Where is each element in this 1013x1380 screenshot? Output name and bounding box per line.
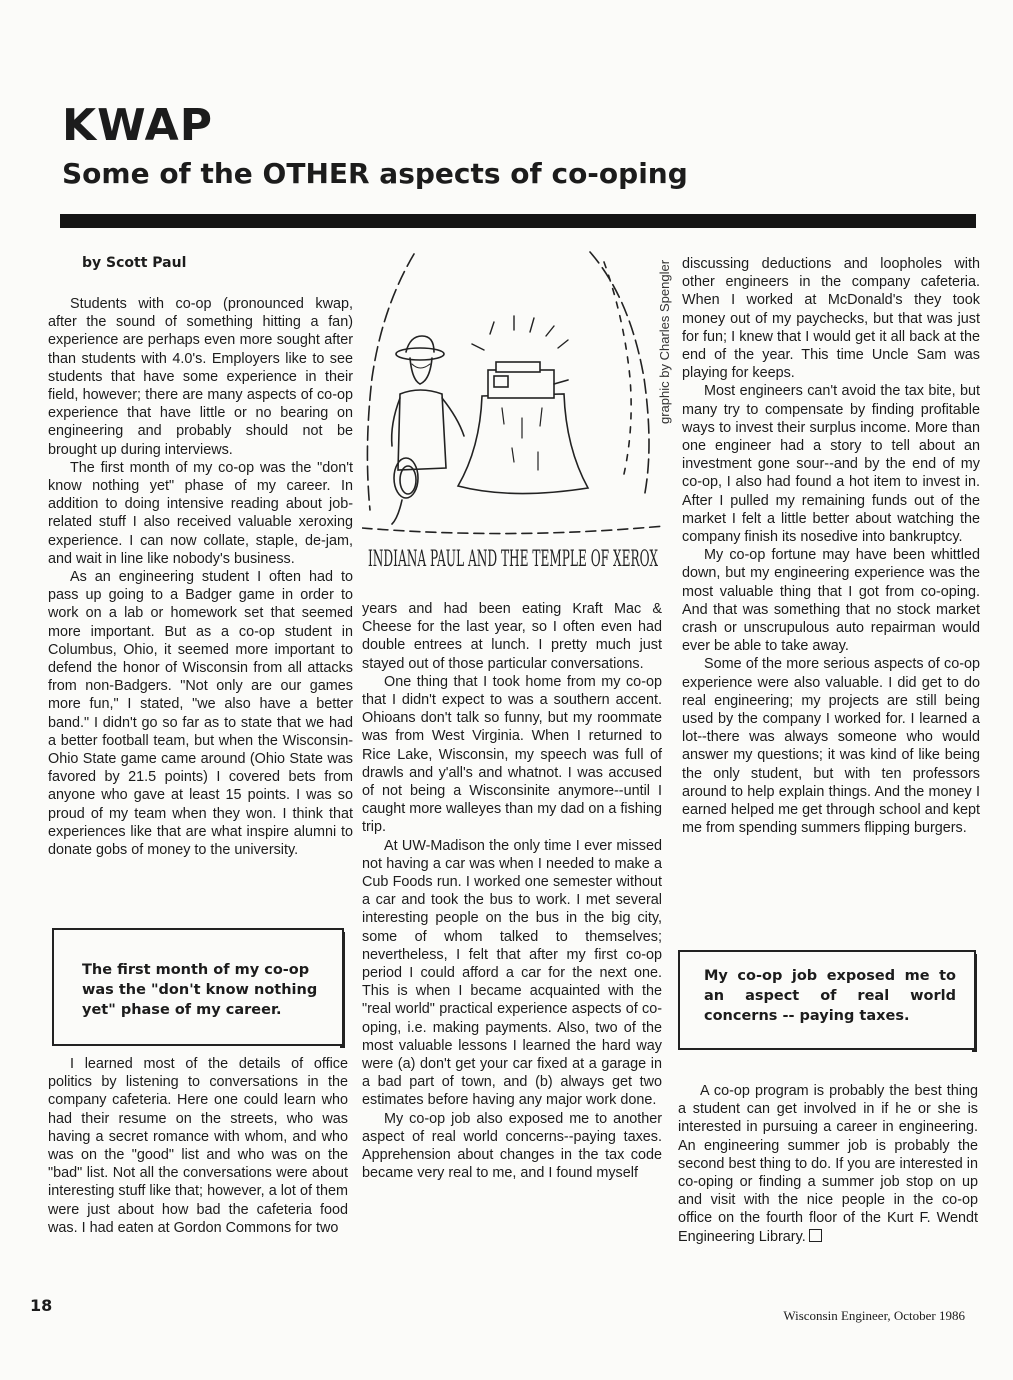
paragraph: As an engineering student I often had to pass up going to a Badger game in order to work on a lab or homework set that seemed more important. But as a co-op student in Columbus, Ohio, it seemed more important to defend the honor of Wisconsin from all attacks from non-Badgers. "Not only are our games more fun," I stated, "we also have a better band." I didn't go so far as to state that we had a better football team, but when the Wisconsin-Ohio State game came around (Ohio State was favored by 21.5 points) I covered bets from anyone who gave at least 15 points. I was so proud of my team when they won. I think that experiences like that are what inspire alumni to donate gobs of money to the university.: [48, 569, 353, 859]
paragraph: Students with co-op (pronounced kwap, after the sound of something hitting a fan) experience are perhaps even more sought after than students with 4.0's. Employers like to see students that have some experience in their field, however; there are many aspects of co-op experience that have little or no bearing on engineering and probably should not be brought up during interviews.: [48, 296, 353, 458]
end-mark-icon: [809, 1229, 822, 1242]
explorer-head: [410, 358, 432, 384]
paragraph: At UW-Madison the only time I ever missed not having a car was when I needed to make a Cub Foods run. I worked one semester without a car and took the bus to work. I met several interesting people on the bus in the big city, some of whom talked to themselves; nevertheless, I felt that after my first co-op period I could afford a car for the next one. This is when I became acquainted with the "real world" practical experience aspects of co-oping, i.e. making payments. Also, two of the most valuable lessons I learned the hard way were (a) don't get your car fixed at a garage in a bad part of town, and (b) always get two estimates before having any major work done.: [362, 837, 662, 1109]
cave-arch-left: [367, 254, 414, 510]
column-2: [362, 600, 662, 1183]
illustration-indiana-paul: [362, 248, 664, 588]
paragraph: Most engineers can't avoid the tax bite, but many try to compensate by finding profitable ways to invest their surplus income. More than one engineer had a story to tell about an investment gone sour--and by the end of my co-op, I also had found a hot item to invest in. After I pulled my remaining funds out of the market I felt a little better about watching the company finish its nosedive into bankruptcy.: [682, 383, 980, 546]
cave-arch-right: [590, 252, 649, 498]
pullquote-text: The first month of my co-op was the "don't know nothing yet" phase of my career.: [82, 962, 318, 1018]
column-1-bottom: [48, 1055, 348, 1237]
header-rule: [60, 214, 976, 228]
graphic-lettering: INDIANA PAUL AND THE TEMPLE OF XEROX: [368, 547, 659, 572]
explorer-hat: [396, 348, 444, 360]
footer-publication: Wisconsin Engineer, October 1986: [783, 1308, 965, 1323]
paragraph: years and had been eating Kraft Mac & Cheese for the last year, so I often even had double entrees at lunch. I pretty much just stayed out of those particular conversations.: [362, 601, 662, 672]
paragraph: Some of the more serious aspects of co-op experience were also valuable. I did get to do real engineering; my projects are still being used by the company I worked for. I learned a lot--there was always someone who would answer my questions; it was kind of like being the only student, but with ten professors around to help explain things. And the money I earned helped me get through school and kept me from spending summers flipping burgers.: [682, 656, 980, 837]
column-1-top: [48, 295, 353, 859]
paragraph: My co-op fortune may have been whittled down, but my engineering experience was the most valuable thing that I got from co-oping. And that was something that no stock market crash or unscrupulous auto repairman would ever be able to take away.: [682, 547, 980, 655]
closing-paragraph-text: A co-op program is probably the best thing a student can get involved in if he or she is interested in pursuing a career in engineering. An engineering summer job is probably the second best thing to do. If you are interested in co-oping or finding a summer job stop on up and visit with the nice people in the co-op office on the fourth floor of the Kurt F. Wendt Engineering Library.: [678, 1083, 978, 1245]
column-3-bottom: [678, 1082, 978, 1246]
paragraph: One thing that I took home from my co-op that I didn't expect to was a southern accent. Ohioans don't talk so funny, but my roommate was from West Virginia. When I returned to Rice Lake, Wisconsin, my speech was full of drawls and y'all's and whatnot. I was accused of not being a Wisconsinite anymore--until I caught more walleyes than my dad on a fishing trip.: [362, 673, 662, 836]
pullquote-taxes: [678, 950, 976, 1050]
pullquote-first-month: [52, 928, 344, 1046]
article-subtitle: Some of the OTHER aspects of co-oping: [62, 157, 688, 190]
paragraph: I learned most of the details of office politics by listening to conversations in the company cafeteria. Here one could learn who had their resume on the streets, who was having a secret romance with whom, and who was on the "good" list and who was on the "bad" list. Not all the conversations were about interesting stuff like that; however, a lot of them were just about how bad the cafeteria food was. I had eaten at Gordon Commons for two: [48, 1056, 348, 1236]
graphic-credit: [657, 246, 677, 424]
pedestal: [458, 394, 588, 494]
graphic-credit-text: graphic by Charles Spengler: [657, 259, 672, 424]
paragraph: discussing deductions and loopholes with other engineers in the company cafeteria. When I worked at McDonald's they took money out of my paychecks, but that was just for fun; I knew that I would get it all back at the end of the year. This time Uncle Sam was playing for keeps.: [682, 256, 980, 382]
paragraph: [678, 1082, 978, 1246]
paragraph: My co-op job also exposed me to another aspect of real world concerns--paying taxes. Apprehension about changes in the tax code became very real to me, and I found myself: [362, 1110, 662, 1182]
pullquote-text: My co-op job exposed me to an aspect of real world concerns -- paying taxes.: [704, 968, 956, 1024]
article-title: KWAP: [62, 100, 213, 151]
byline: by Scott Paul: [82, 255, 187, 271]
column-3-top: [682, 255, 980, 838]
page-number: 18: [30, 1296, 53, 1315]
paragraph: The first month of my co-op was the "don't know nothing yet" phase of my career. In addition to doing intensive reading about job-related stuff I also received valuable xeroxing experience. I can now collate, staple, de-jam, and wait in line like nobody's business.: [48, 459, 353, 567]
